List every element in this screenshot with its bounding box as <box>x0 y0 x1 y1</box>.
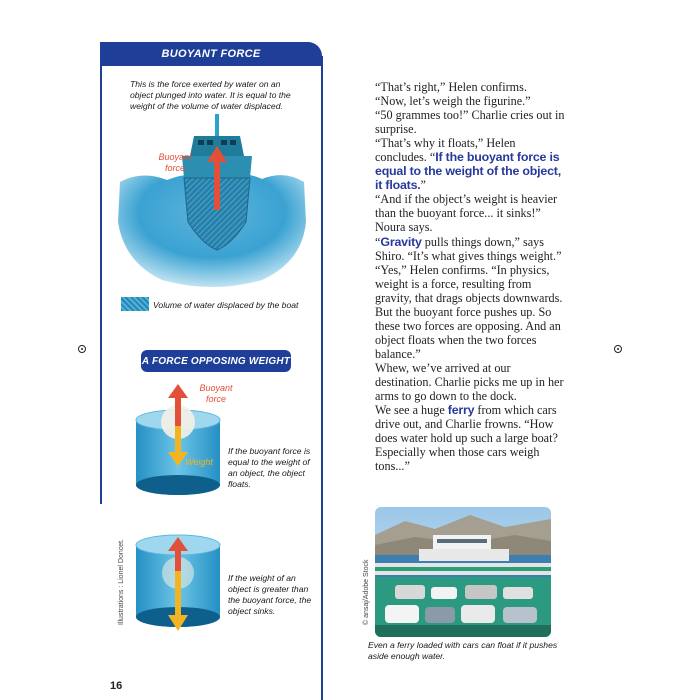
story-line-8: Whew, we’ve arrived at our destination. Charlie picks me up in her arms to go down to the dock. <box>375 360 564 404</box>
page-number: 16 <box>110 680 123 692</box>
illustration-credit: Illustrations : Lionel Doncet. <box>118 539 125 625</box>
cylinder-floats-illustration <box>128 380 228 510</box>
legend-swatch <box>121 297 149 311</box>
story-line-6: “Gravity pulls things down,” says Shiro. “It’s what gives things weight.” <box>375 234 562 263</box>
story-line-2: “Now, let’s weigh the figurine.” <box>375 94 531 109</box>
cyl1-weight-label: Weight <box>185 457 213 467</box>
boat-mast <box>215 114 219 136</box>
photo-credit: © ansaj/Adobe Stock <box>363 559 370 625</box>
story-line-1: “That’s right,” Helen confirms. <box>375 80 527 94</box>
panel-header: BUOYANT FORCE <box>100 42 322 66</box>
section-title: A FORCE OPPOSING WEIGHT <box>141 350 291 372</box>
story-line-4: “That’s why it floats,” Helen concludes. “If the buoyant force is equal to the weight of the object, it floats.” <box>375 136 561 193</box>
registration-mark-right <box>614 345 622 353</box>
panel-right-border <box>321 56 323 700</box>
highlight-ferry: ferry <box>447 403 475 418</box>
registration-mark-left <box>78 345 86 353</box>
story-text <box>375 80 565 473</box>
ferry-photo <box>375 507 551 637</box>
panel-left-border <box>100 42 102 504</box>
cylinder-sinks-illustration <box>128 525 228 640</box>
story-line-3: “50 grammes too!” Charlie cries out in surprise. <box>375 108 565 137</box>
boat-buoyant-arrow-shaft <box>214 160 220 210</box>
intro-text: This is the force exerted by water on an object plunged into water. It is equal to the weight of the volume of water displaced. <box>130 79 291 111</box>
photo-caption: Even a ferry loaded with cars can float if it pushes aside enough water. <box>368 640 558 661</box>
cyl2-text: If the weight of an object is greater than the buoyant force, the object sinks. <box>228 573 312 616</box>
boat-force-label: Buoyant force <box>158 152 192 173</box>
story-line-7: “Yes,” Helen confirms. “In physics, weight is a force, resulting from gravity, that drags objects downwards. But the buoyant force pushes up. So these two forces are opposing. And an object floats when the two forces balance.” <box>375 262 563 361</box>
story-line-9: We see a huge ferry from which cars drive out, and Charlie frowns. “How does water hold up such a large boat? Especially when those cars weigh tons...” <box>375 403 558 474</box>
boat-water-illustration <box>112 112 312 292</box>
story-line-5: “And if the object’s weight is heavier than the buoyant force... it sinks!” Noura says. <box>375 192 558 235</box>
cyl1-force-label: Buoyant force <box>199 383 233 404</box>
highlight-floats-rule: If the buoyant force is equal to the weight of the object, it floats. <box>375 150 561 193</box>
legend-text: Volume of water displaced by the boat <box>153 300 299 310</box>
cyl1-text: If the buoyant force is equal to the weight of an object, the object floats. <box>228 446 311 489</box>
highlight-gravity: Gravity <box>380 234 422 249</box>
